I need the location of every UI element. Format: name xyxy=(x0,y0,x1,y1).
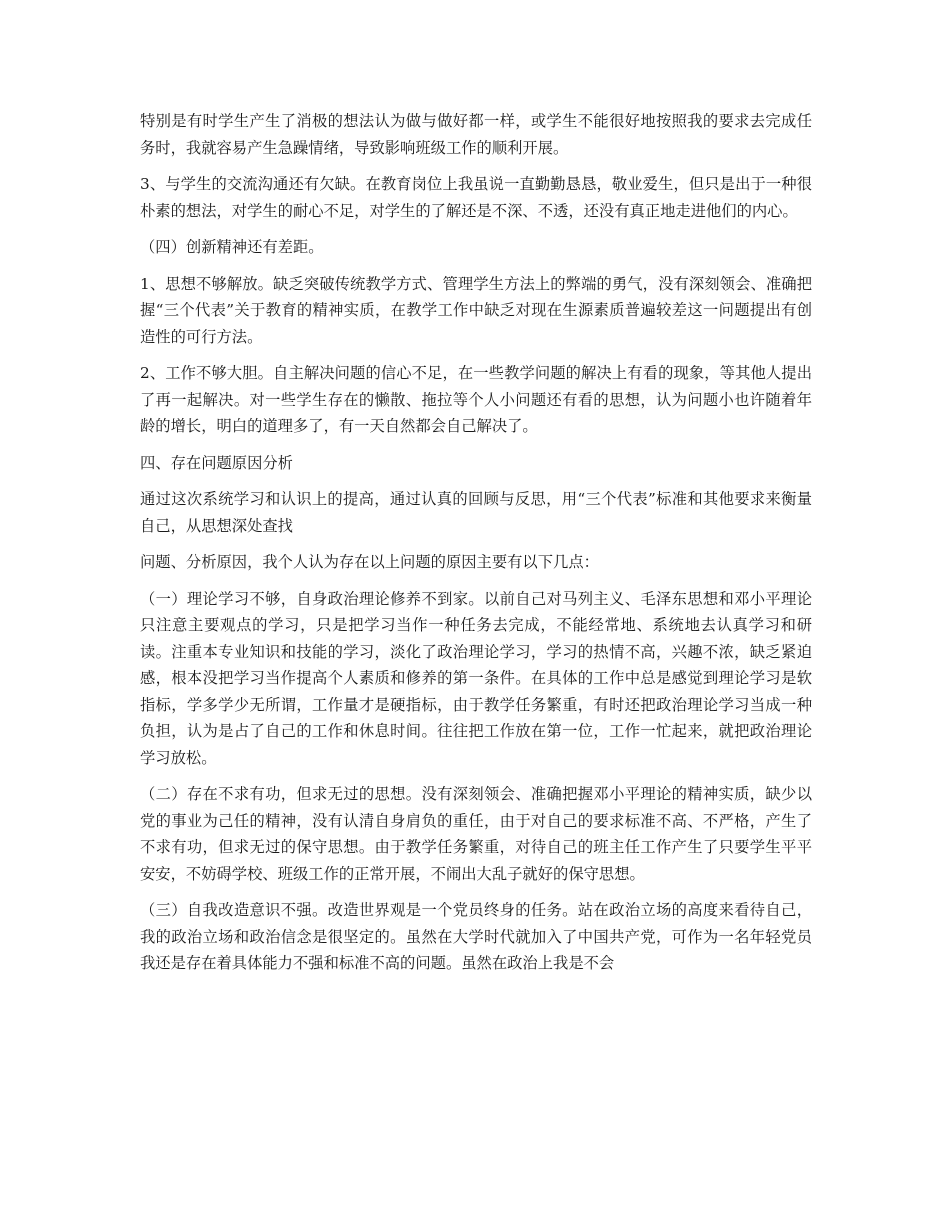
paragraph-item-1-thinking: 1、思想不够解放。缺乏突破传统教学方式、管理学生方法上的弊端的勇气，没有深刻领会、准确把握“三个代表”关于教育的精神实质，在教学工作中缺乏对现在生源素质普遍较差这一问题提出有创造性的可行方法。 xyxy=(140,274,812,346)
paragraph-cause-2-conservative: （二）存在不求有功，但求无过的思想。没有深刻领会、准确把握邓小平理论的精神实质，缺少以党的事业为己任的精神，没有认清自身肩负的重任，由于对自己的要求标准不高、不严格，产生了不求有功，但求无过的保守思想。由于教学任务繁重，对待自己的班主任工作产生了只要学生平平安安，不妨碍学校、班级工作的正常开展，不闹出大乱子就好的保守思想。 xyxy=(140,785,812,883)
section-heading-innovation: （四）创新精神还有差距。 xyxy=(140,238,324,256)
paragraph-cause-summary: 问题、分析原因，我个人认为存在以上问题的原因主要有以下几点： xyxy=(140,553,599,571)
paragraph-item-2-boldness: 2、工作不够大胆。自主解决问题的信心不足，在一些教学问题的解决上有看的现象，等其他人提出了再一起解决。对一些学生存在的懒散、拖拉等个人小问题还有看的思想，认为问题小也许随着年龄的增长，明白的道理多了，有一天自然都会自己解决了。 xyxy=(140,364,812,435)
paragraph-cause-1-theory: （一）理论学习不够，自身政治理论修养不到家。以前自己对马列主义、毛泽东思想和邓小平理论只注意主要观点的学习，只是把学习当作一种任务去完成，不能经常地、系统地去认真学习和研读。注重本专业知识和技能的学习，淡化了政治理论学习，学习的热情不高，兴趣不浓，缺乏紧迫感，根本没把学习当作提高个人素质和修养的第一条件。在具体的工作中总是感觉到理论学习是软指标，学多学少无所谓，工作量才是硬指标，由于教学任务繁重，有时还把政治理论学习当成一种负担，认为是占了自己的工作和休息时间。往往把工作放在第一位，工作一忙起来，就把政治理论学习放松。 xyxy=(140,589,812,767)
document-body xyxy=(140,108,812,987)
paragraph-continuation: 特别是有时学生产生了消极的想法认为做与做好都一样，或学生不能很好地按照我的要求去完成任务时，我就容易产生急躁情绪，导致影响班级工作的顺利开展。 xyxy=(140,112,812,157)
paragraph-cause-3-self-reform: （三）自我改造意识不强。改造世界观是一个党员终身的任务。站在政治立场的高度来看待自己，我的政治立场和政治信念是很坚定的。虽然在大学时代就加入了中国共产党，可作为一名年轻党员我还是存在着具体能力不强和标准不高的问题。虽然在政治上我是不会 xyxy=(140,901,812,972)
paragraph-item-3-communication: 3、与学生的交流沟通还有欠缺。在教育岗位上我虽说一直勤勤恳恳，敬业爱生，但只是出于一种很朴素的想法，对学生的耐心不足，对学生的了解还是不深、不透，还没有真正地走进他们的内心。 xyxy=(140,175,812,220)
paragraph-cause-intro: 通过这次系统学习和认识上的提高，通过认真的回顾与反思，用“三个代表”标准和其他要求来衡量自己，从思想深处查找 xyxy=(140,490,812,535)
section-heading-cause-analysis: 四、存在问题原因分析 xyxy=(140,453,293,472)
